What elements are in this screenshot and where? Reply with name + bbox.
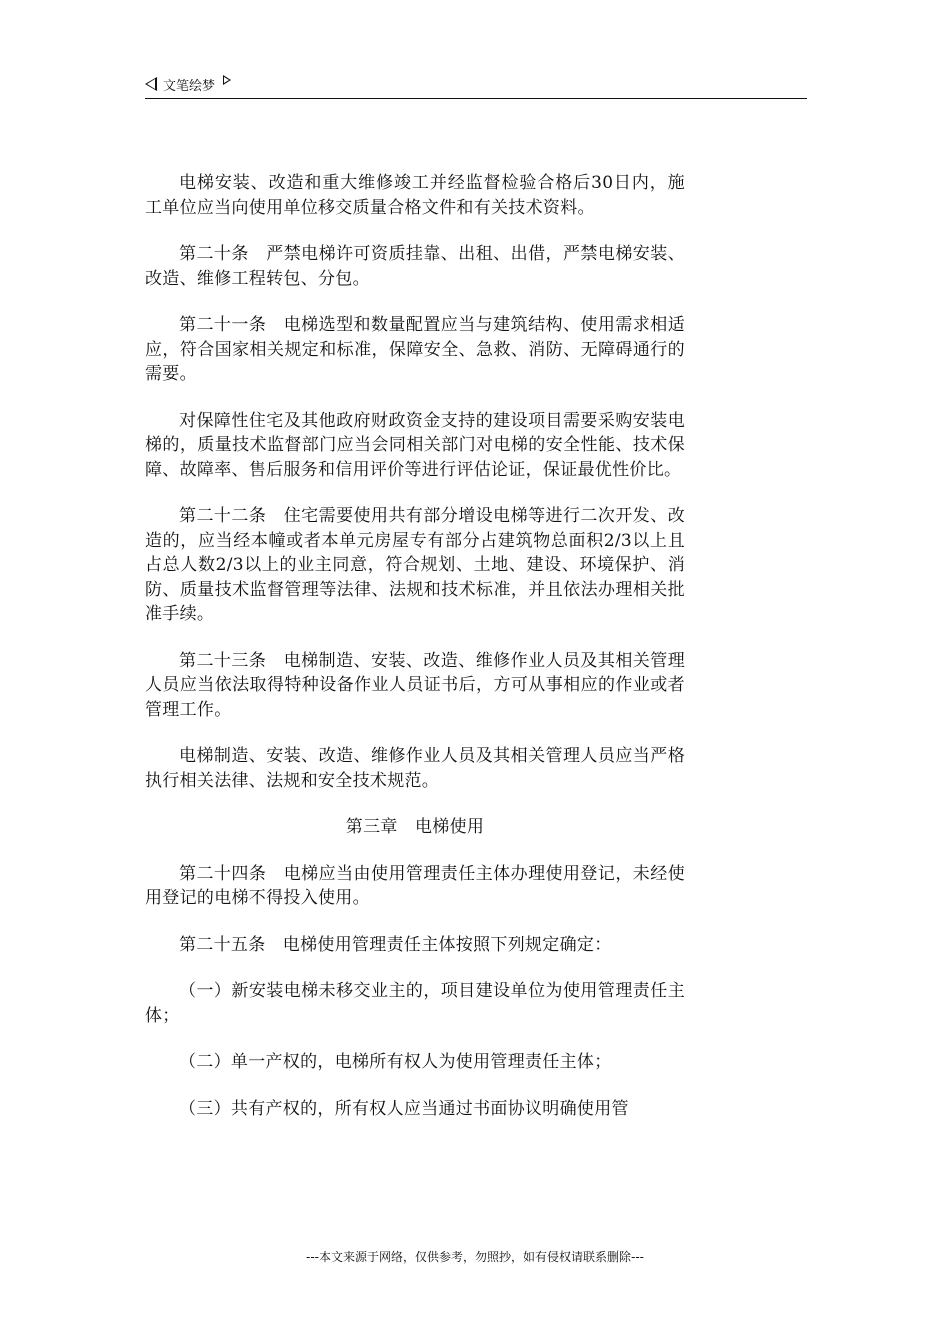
header-bar — [145, 74, 807, 94]
paragraph: 对保障性住宅及其他政府财政资金支持的建设项目需要采购安装电梯的，质量技术监督部门应当会同相关部门对电梯的安全性能、技术保障、故障率、售后服务和信用评价等进行评估论证，保证最优性价比。 — [145, 410, 685, 480]
paragraph: （一）新安装电梯未移交业主的，项目建设单位为使用管理责任主体； — [145, 981, 685, 1026]
page-header — [145, 74, 807, 99]
header-title: 文笔绘梦 — [163, 78, 216, 94]
paragraph: 第二十一条 电梯选型和数量配置应当与建筑结构、使用需求相适应，符合国家相关规定和标准，保障安全、急救、消防、无障碍通行的需要。 — [145, 315, 685, 384]
document-body — [145, 171, 685, 1143]
paragraph: 电梯安装、改造和重大维修竣工并经监督检验合格后30日内，施工单位应当向使用单位移交质量合格文件和有关技术资料。 — [145, 173, 685, 218]
triangle-left-icon — [145, 77, 157, 91]
chapter-heading: 第三章 电梯使用 — [345, 817, 485, 837]
paragraph: 第二十五条 电梯使用管理责任主体按照下列规定确定： — [179, 934, 612, 955]
footer-notice: ---本文来源于网络，仅供参考，勿照抄，如有侵权请联系删除--- — [306, 1250, 644, 1264]
paragraph: 第二十条 严禁电梯许可资质挂靠、出租、出借，严禁电梯安装、改造、维修工程转包、分包。 — [145, 244, 685, 289]
paragraph: 第二十二条 住宅需要使用共有部分增设电梯等进行二次开发、改造的，应当经本幢或者本单元房屋专有部分占建筑物总面积2/3以上且占总人数2/3以上的业主同意，符合规划、土地、建设、环境保护、消防、质量技术监督管理等法律、法规和技术标准，并且依法办理相关批准手续。 — [145, 506, 685, 624]
paragraph: （二）单一产权的，电梯所有权人为使用管理责任主体； — [179, 1052, 612, 1072]
paragraph: （三）共有产权的，所有权人应当通过书面协议明确使用管 — [179, 1098, 629, 1119]
triangle-right-icon — [223, 75, 231, 85]
paragraph: 第二十四条 电梯应当由使用管理责任主体办理使用登记，未经使用登记的电梯不得投入使用。 — [145, 863, 685, 908]
paragraph: 电梯制造、安装、改造、维修作业人员及其相关管理人员应当严格执行相关法律、法规和安全技术规范。 — [145, 746, 685, 791]
paragraph: 第二十三条 电梯制造、安装、改造、维修作业人员及其相关管理人员应当依法取得特种设备作业人员证书后，方可从事相应的作业或者管理工作。 — [145, 650, 685, 720]
